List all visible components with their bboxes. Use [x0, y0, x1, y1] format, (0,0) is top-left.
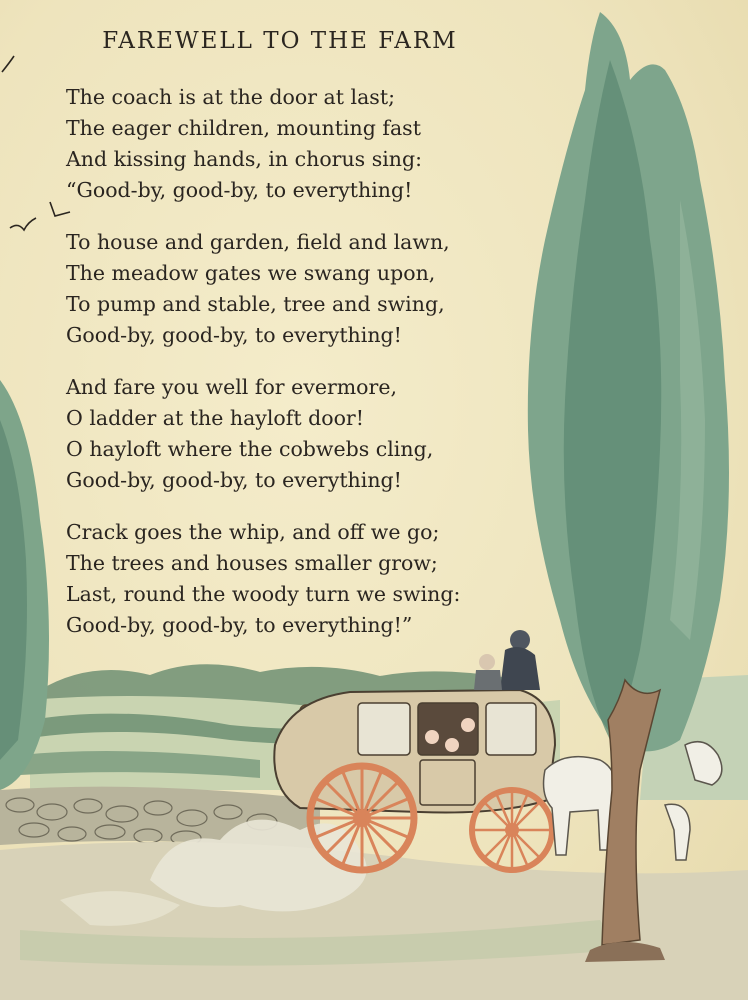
poem-line: And kissing hands, in chorus sing:: [66, 147, 423, 171]
stanza: [66, 517, 536, 641]
poem-line: Good-by, good-by, to everything!: [66, 323, 402, 347]
poem-line: Good-by, good-by, to everything!: [66, 468, 402, 492]
poem-line: The meadow gates we swang upon,: [66, 261, 436, 285]
poem-line: The trees and houses smaller grow;: [66, 551, 438, 575]
wheel-icon-rear: [310, 766, 414, 870]
cypress-tree-left: [0, 380, 49, 790]
poem-line: Crack goes the whip, and off we go;: [66, 520, 440, 544]
poem-line: The coach is at the door at last;: [66, 85, 395, 109]
poem-line: “Good-by, good-by, to everything!: [66, 178, 413, 202]
wheel-icon-front: [472, 790, 552, 870]
poem-line: O ladder at the hayloft door!: [66, 406, 364, 430]
poem-line: To pump and stable, tree and swing,: [66, 292, 445, 316]
poem-body: [66, 82, 536, 662]
stanza: [66, 82, 536, 206]
poem-line: Last, round the woody turn we swing:: [66, 582, 461, 606]
poem-title: FAREWELL TO THE FARM: [102, 28, 458, 54]
poem-line: The eager children, mounting fast: [66, 116, 421, 140]
stanza: [66, 227, 536, 351]
poem-line: And fare you well for evermore,: [66, 375, 397, 399]
stanza: [66, 372, 536, 496]
poem-line: O hayloft where the cobwebs cling,: [66, 437, 434, 461]
poem-line: To house and garden, field and lawn,: [66, 230, 450, 254]
poem-line: Good-by, good-by, to everything!”: [66, 613, 413, 637]
bird-icon: [2, 56, 70, 230]
